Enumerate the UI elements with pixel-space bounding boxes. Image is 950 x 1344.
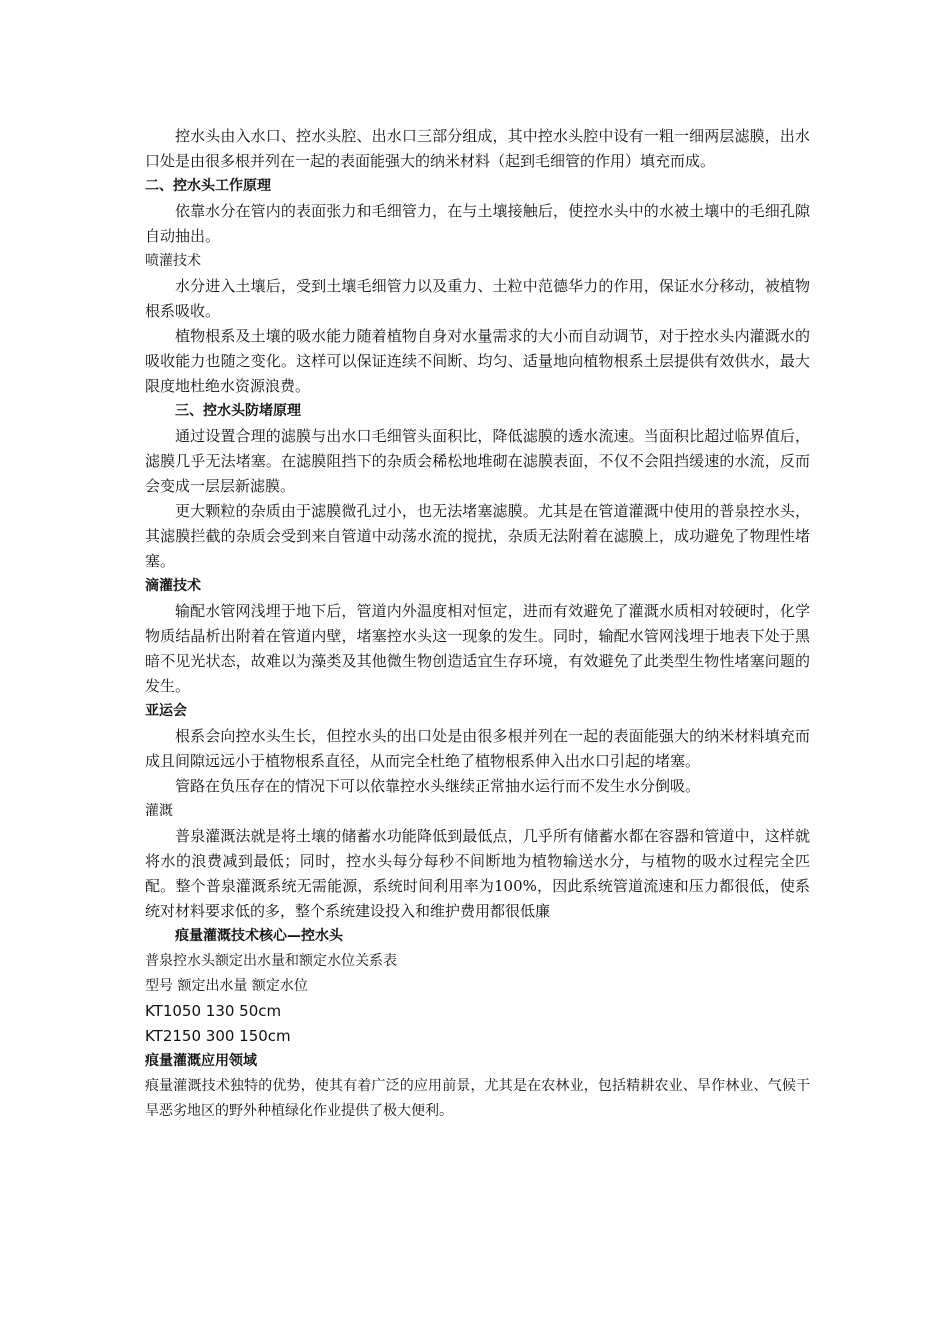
heading-drip-irrigation: 滴灌技术	[145, 578, 201, 594]
paragraph-negative-pressure: 管路在负压存在的情况下可以依靠控水头继续正常抽水运行而不发生水分倒吸。	[175, 777, 701, 795]
paragraph-applications: 痕量灌溉技术独特的优势，使其有着广泛的应用前景，尤其是在农林业，包括精耕农业、旱作林业、气候干旱恶劣地区的野外种植绿化作业提供了极大便利。	[145, 1078, 810, 1119]
document-body	[145, 124, 810, 1124]
heading-application-fields: 痕量灌溉应用领域	[145, 1053, 257, 1069]
paragraph-water-movement: 水分进入土壤后，受到土壤毛细管力以及重力、土粒中范德华力的作用，保证水分移动，被植物根系吸收。	[145, 277, 810, 320]
heading-working-principle: 二、控水头工作原理	[145, 178, 271, 194]
paragraph-filter-ratio: 通过设置合理的滤膜与出水口毛细管头面积比，降低滤膜的透水流速。当面积比超过临界值后，滤膜几乎无法堵塞。在滤膜阻挡下的杂质会稀松地堆砌在滤膜表面，不仅不会阻挡缓速的水流，反而会变成一层层新滤膜。	[145, 427, 810, 495]
paragraph-root-absorption: 植物根系及土壤的吸水能力随着植物自身对水量需求的大小而自动调节，对于控水头内灌溉水的吸收能力也随之变化。这样可以保证连续不间断、均匀、适量地向植物根系土层提供有效供水，最大限度地杜绝水资源浪费。	[145, 327, 810, 395]
table-title: 普泉控水头额定出水量和额定水位关系表	[145, 953, 397, 969]
paragraph-capillary: 依靠水分在管内的表面张力和毛细管力，在与土壤接触后，使控水头中的水被土壤中的毛细孔隙自动抽出。	[145, 202, 810, 245]
table-header: 型号 额定出水量 额定水位	[145, 978, 308, 994]
paragraph-root-growth: 根系会向控水头生长，但控水头的出口处是由很多根并列在一起的表面能强大的纳米材料填充而成且间隙远远小于植物根系直径，从而完全杜绝了植物根系伸入出水口引起的堵塞。	[145, 727, 810, 770]
table-row: KT1050 130 50cm	[145, 1002, 282, 1020]
table-row: KT2150 300 150cm	[145, 1027, 291, 1045]
heading-core-technology: 痕量灌溉技术核心—控水头	[175, 928, 343, 944]
heading-asian-games: 亚运会	[145, 703, 187, 719]
paragraph-pipe-network: 输配水管网浅埋于地下后，管道内外温度相对恒定，进而有效避免了灌溉水质相对较硬时，化学物质结晶析出附着在管道内壁，堵塞控水头这一现象的发生。同时，输配水管网浅埋于地表下处于黑暗不见光状态，故难以为藻类及其他微生物创造适宜生存环境，有效避免了此类型生物性堵塞问题的发生。	[145, 602, 810, 695]
label-irrigation: 灌溉	[145, 803, 173, 819]
label-spray-irrigation: 喷灌技术	[145, 253, 201, 269]
paragraph-puquan-method: 普泉灌溉法就是将土壤的储蓄水功能降低到最低点，几乎所有储蓄水都在容器和管道中，这样就将水的浪费减到最低；同时，控水头每分每秒不间断地为植物输送水分，与植物的吸水过程完全匹配。整个普泉灌溉系统无需能源，系统时间利用率为100%，因此系统管道流速和压力都很低，使系统对材料要求低的多，整个系统建设投入和维护费用都很低廉	[145, 827, 810, 920]
paragraph-composition: 控水头由入水口、控水头腔、出水口三部分组成，其中控水头腔中设有一粗一细两层滤膜，出水口处是由很多根并列在一起的表面能强大的纳米材料（起到毛细管的作用）填充而成。	[145, 127, 810, 170]
paragraph-large-particles: 更大颗粒的杂质由于滤膜微孔过小，也无法堵塞滤膜。尤其是在管道灌溉中使用的普泉控水头，其滤膜拦截的杂质会受到来自管道中动荡水流的搅扰，杂质无法附着在滤膜上，成功避免了物理性堵塞。	[145, 502, 810, 570]
heading-anticlog-principle: 三、控水头防堵原理	[175, 403, 301, 419]
